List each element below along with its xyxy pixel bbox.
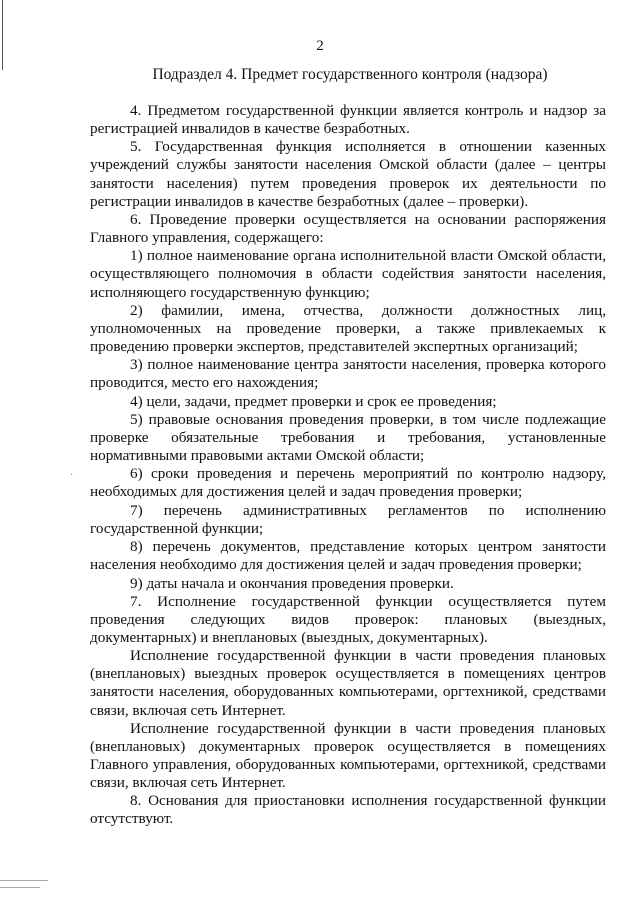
paragraph-item-4: 4. Предметом государственной функции является контроль и надзор за регистрацией инвалидов в качестве безработных. [90, 102, 606, 138]
document-body [90, 102, 606, 829]
paragraph-document-inspections: Исполнение государственной функции в части проведения плановых (внеплановых) документарных проверок осуществляется в помещениях Главного управления, оборудованных компьютерами, оргтехникой, средствами связи, включая сеть Интернет. [90, 719, 606, 792]
list-item-5: 5) правовые основания проведения проверки, в том числе подлежащие проверке обязательные требования и требования, установленные нормативными правовыми актами Омской области; [90, 410, 606, 465]
list-item-4: 4) цели, задачи, предмет проверки и срок ее проведения; [130, 392, 497, 410]
list-item-9: 9) даты начала и окончания проведения проверки. [130, 574, 454, 592]
paragraph-item-7: 7. Исполнение государственной функции осуществляется путем проведения следующих видов проверок: плановых (выездных, документарных) и внеплановых (выездных, документарных). [90, 592, 606, 646]
scan-mark: · [70, 470, 74, 481]
list-item-8: 8) перечень документов, представление которых центром занятости населения необходимо для достижения целей и задач проведения проверки; [90, 538, 606, 574]
page-number: 2 [316, 38, 324, 54]
list-item-1: 1) полное наименование органа исполнительной власти Омской области, осуществляющего полномочия в области содействия занятости населения, исполняющего государственную функцию; [90, 247, 606, 301]
list-item-3: 3) полное наименование центра занятости населения, проверка которого проводится, место его нахождения; [90, 356, 606, 392]
subsection-title: Подраздел 4. Предмет государственного контроля (надзора) [152, 66, 548, 83]
page-edge-line [2, 0, 3, 70]
list-item-2: 2) фамилии, имена, отчества, должности должностных лиц, уполномоченных на проведение проверки, а также привлекаемых к проведению проверки экспертов, представителей экспертных организаций; [90, 301, 606, 355]
paragraph-item-5: 5. Государственная функция исполняется в отношении казенных учреждений службы занятости населения Омской области (далее – центры занятости населения) путем проведения проверок их деятельности по регистрации инвалидов в качестве безработных (далее – проверки). [90, 138, 606, 210]
scan-footer-lines [0, 880, 48, 894]
list-item-6: 6) сроки проведения и перечень мероприятий по контролю надзору, необходимых для достижения целей и задач проведения проверки; [90, 465, 606, 501]
list-item-7: 7) перечень административных регламентов по исполнению государственной функции; [90, 501, 606, 537]
paragraph-field-inspections: Исполнение государственной функции в части проведения плановых (внеплановых) выездных проверок осуществляется в помещениях центров занятости населения, оборудованных компьютерами, оргтехникой, средствами связи, включая сеть Интернет. [90, 647, 606, 719]
paragraph-item-6: 6. Проведение проверки осуществляется на основании распоряжения Главного управления, содержащего: [90, 210, 606, 247]
paragraph-item-8: 8. Основания для приостановки исполнения государственной функции отсутствуют. [90, 792, 606, 828]
